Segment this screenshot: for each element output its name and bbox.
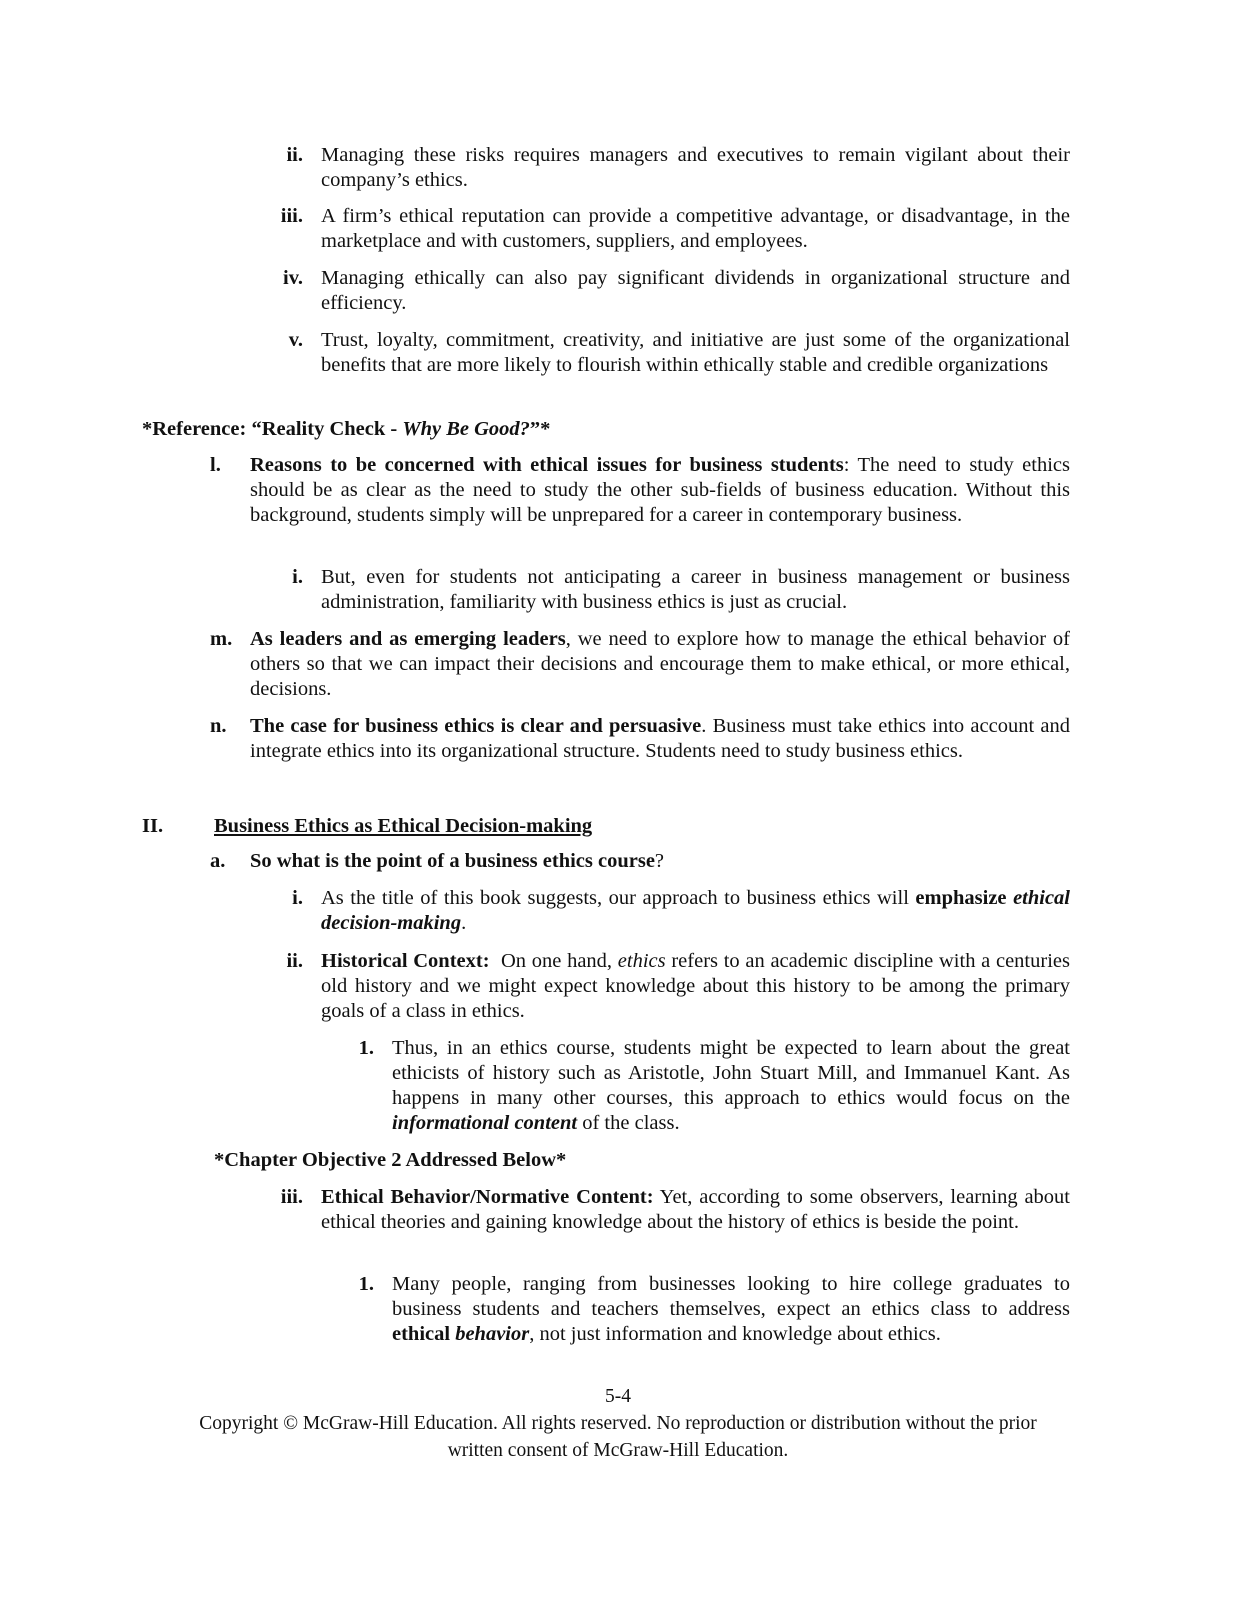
list-marker: n. [210, 715, 227, 737]
list-item-iv [283, 266, 1070, 316]
page-number: 5-4 [605, 1386, 631, 1407]
list-marker: i. [292, 887, 303, 909]
list-item-text: As leaders and as emerging leaders, we need to explore how to manage the ethical behavior of others so that we can impact their decisions and encourage them to make ethical, or more ethical, decisions. [250, 628, 1070, 700]
list-item-text: Managing these risks requires managers and executives to remain vigilant about their company’s ethics. [321, 144, 1070, 191]
list-item-text: But, even for students not anticipating a career in business management or business administration, familiarity with business ethics is just as crucial. [321, 566, 1070, 613]
section-title: Business Ethics as Ethical Decision-making [214, 815, 593, 837]
list-item-n [210, 714, 1070, 764]
list-item-text: Thus, in an ethics course, students might be expected to learn about the great ethicists of history such as Aristotle, John Stuart Mill, and Immanuel Kant. As happens in many other courses, this approach to ethics would focus on the informational content of the class. [392, 1037, 1070, 1134]
reality-check-reference: *Reference: “Reality Check - Why Be Good?”* [142, 418, 551, 440]
list-item-text: Ethical Behavior/Normative Content: Yet, according to some observers, learning about ethical theories and gaining knowledge about the history of ethics is beside the point. [321, 1186, 1070, 1233]
list-item-a-iii-1 [358, 1272, 1070, 1347]
list-item-text: As the title of this book suggests, our approach to business ethics will emphasize ethical decision-making. [321, 887, 1070, 934]
list-marker: ii. [286, 950, 303, 972]
list-item-a-ii [286, 949, 1070, 1024]
list-marker: ii. [286, 144, 303, 166]
copyright-line-1: Copyright © McGraw-Hill Education. All rights reserved. No reproduction or distribution without the prior [199, 1413, 1037, 1434]
list-item-a [210, 849, 1070, 874]
list-item-text: A firm’s ethical reputation can provide a competitive advantage, or disadvantage, in the marketplace and with customers, suppliers, and employees. [321, 205, 1070, 252]
list-item-text: Many people, ranging from businesses looking to hire college graduates to business students and teachers themselves, expect an ethics class to address ethical behavior, not just information and knowledge about ethics. [392, 1273, 1070, 1345]
list-marker: iii. [280, 205, 303, 227]
list-marker: l. [210, 454, 221, 476]
page-footer [150, 1383, 1086, 1464]
list-item-l [210, 453, 1070, 528]
chapter-objective-note: *Chapter Objective 2 Addressed Below* [214, 1149, 567, 1171]
list-item-text: The case for business ethics is clear and persuasive. Business must take ethics into account and integrate ethics into its organizational structure. Students need to study business ethics. [250, 715, 1070, 762]
list-item-m [210, 627, 1070, 702]
list-item-a-iii [280, 1185, 1070, 1235]
list-item-a-ii-1 [358, 1036, 1070, 1136]
list-marker: 1. [358, 1273, 374, 1295]
list-marker: v. [288, 329, 303, 351]
list-item-text: Historical Context: On one hand, ethics refers to an academic discipline with a centuries old history and we might expect knowledge about this history to be among the primary goals of a class in ethics. [321, 950, 1070, 1022]
list-item-l-i [292, 565, 1070, 615]
list-item-text: Reasons to be concerned with ethical issues for business students: The need to study ethics should be as clear as the need to study the other sub-fields of business education. Without this background, students simply will be unprepared for a career in contemporary business. [250, 454, 1070, 526]
list-item-ii [286, 143, 1070, 193]
list-marker: a. [210, 850, 226, 872]
list-item-text: Managing ethically can also pay significant dividends in organizational structure and efficiency. [321, 267, 1070, 314]
section-number: II. [142, 815, 164, 837]
list-item-text: So what is the point of a business ethics course? [250, 850, 665, 872]
list-item-text: Trust, loyalty, commitment, creativity, and initiative are just some of the organizational benefits that are more likely to flourish within ethically stable and credible organizations [321, 329, 1070, 376]
list-item-a-i [292, 886, 1070, 936]
list-marker: iv. [283, 267, 303, 289]
list-item-v [288, 328, 1070, 378]
list-marker: 1. [358, 1037, 374, 1059]
list-marker: iii. [280, 1186, 303, 1208]
list-item-iii [280, 204, 1070, 254]
list-marker: i. [292, 566, 303, 588]
list-marker: m. [210, 628, 233, 650]
copyright-line-2: written consent of McGraw-Hill Education. [447, 1440, 789, 1461]
